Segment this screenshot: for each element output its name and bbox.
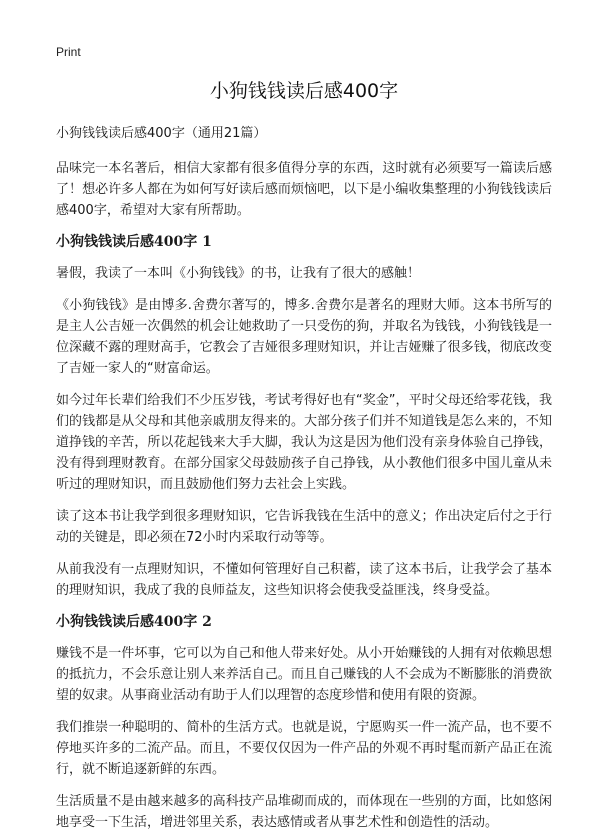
- section-1-paragraph: 从前我没有一点理财知识，不懂如何管理好自己积蓄，读了这本书后，让我学会了基本的理财知识，我成了我的良师益友，这些知识将会使我受益匪浅，终身受益。: [56, 562, 552, 598]
- section-2-paragraph: 赚钱不是一件坏事，它可以为自己和他人带来好处。从小开始赚钱的人拥有对依赖思想的抵抗力，不会乐意让别人来养活自己。而且自己赚钱的人不会成为不断膨胀的消费欲望的奴隶。从事商业活动有助于人们以理智的态度珍惜和使用有限的资源。: [56, 646, 552, 703]
- section-2-paragraph: 生活质量不是由越来越多的高科技产品堆砌而成的，而体现在一些别的方面，比如悠闲地享受一下生活，增进邻里关系，表达感情或者从事艺术性和创造性的活动。: [56, 794, 552, 830]
- section-1-paragraph: 《小狗钱钱》是由博多.舍费尔著写的，博多.舍费尔是著名的理财大师。这本书所写的是主人公吉娅一次偶然的机会让她救助了一只受伤的狗，并取名为钱钱，小狗钱钱是一位深藏不露的理财高手，它教会了吉娅很多理财知识，并让吉娅赚了很多钱，彻底改变了吉娅一家人的“财富命运。: [56, 298, 552, 376]
- section-1-paragraph: 读了这本书让我学到很多理财知识，它告诉我钱在生活中的意义；作出决定后付之于行动的关键是，即必须在72小时内采取行动等等。: [56, 509, 552, 545]
- section-2-paragraph: 我们推崇一种聪明的、简朴的生活方式。也就是说，宁愿购买一件一流产品，也不要不停地买许多的二流产品。而且，不要仅仅因为一件产品的外观不再时髦而新产品正在流行，就不断追逐新鲜的东西。: [56, 720, 552, 777]
- print-link[interactable]: Print: [56, 45, 81, 59]
- section-heading-2: 小狗钱钱读后感400字 2: [56, 614, 212, 630]
- page-title: 小狗钱钱读后感400字: [209, 80, 399, 102]
- document-subtitle: 小狗钱钱读后感400字（通用21篇）: [56, 126, 267, 141]
- section-1-paragraph: 如今过年长辈们给我们不少压岁钱，考试考得好也有“奖金”，平时父母还给零花钱，我们的钱都是从父母和其他亲戚朋友得来的。大部分孩子们并不知道钱是怎么来的，不知道挣钱的辛苦，所以花起钱来大手大脚，我认为这是因为他们没有亲身体验自己挣钱，没有得到理财教育。在部分国家父母鼓励孩子自己挣钱，从小教他们很多中国儿童从未听过的理财知识，而且鼓励他们努力去社会上实践。: [56, 393, 552, 492]
- section-heading-1: 小狗钱钱读后感400字 1: [56, 234, 212, 250]
- intro-paragraph: 品味完一本名著后，相信大家都有很多值得分享的东西，这时就有必须要写一篇读后感了！想必许多人都在为如何写好读后感而烦恼吧，以下是小编收集整理的小狗钱钱读后感400字，希望对大家有所帮助。: [56, 161, 552, 218]
- section-1-paragraph: 暑假，我读了一本叫《小狗钱钱》的书，让我有了很大的感触！: [56, 266, 421, 281]
